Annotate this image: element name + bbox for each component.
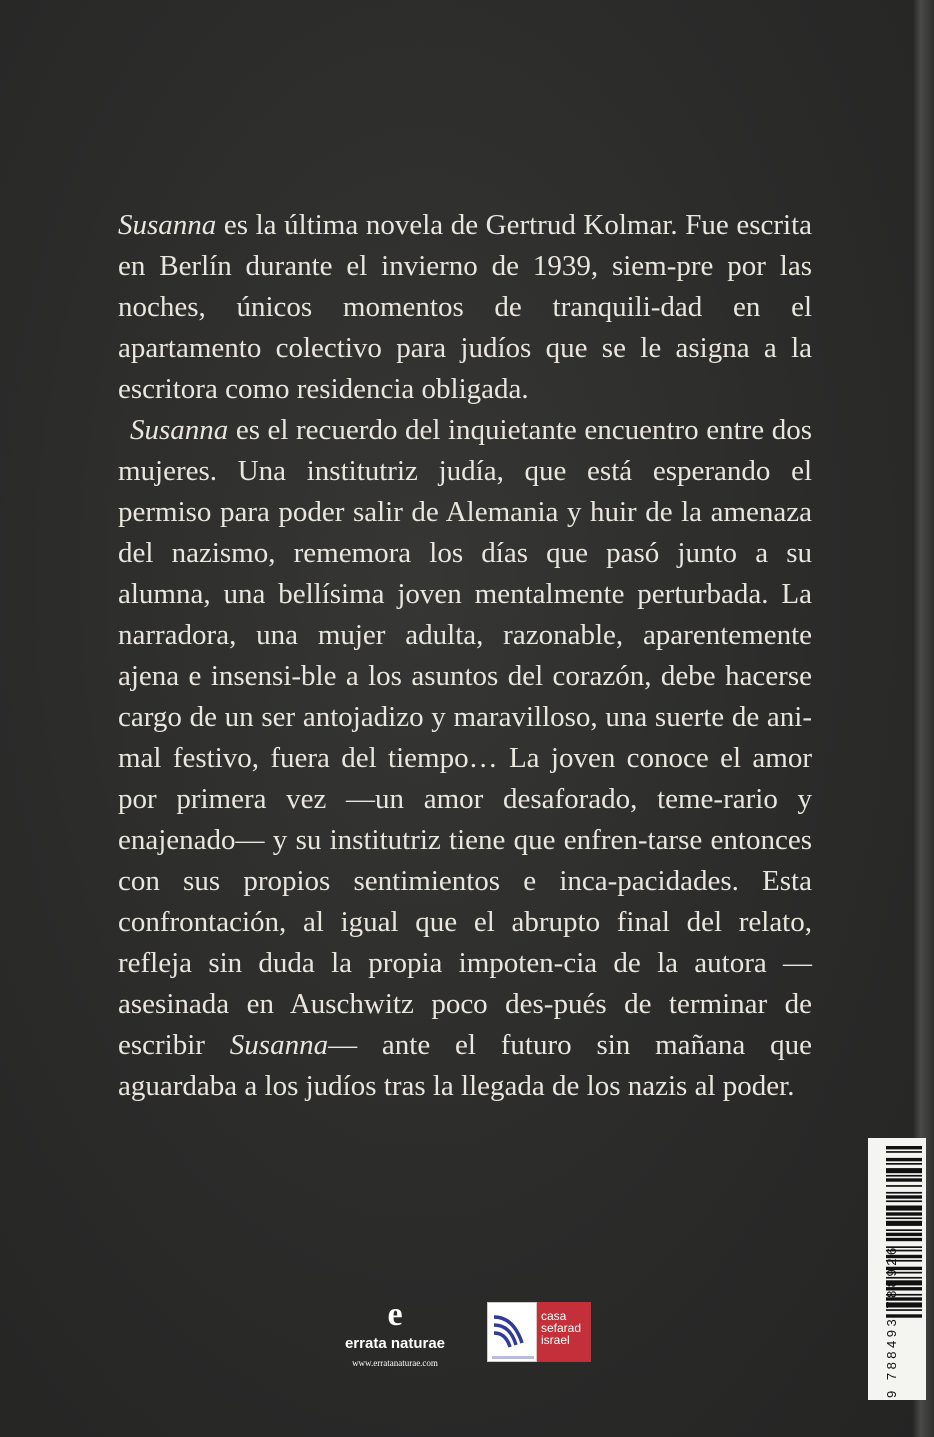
barcode-digits: 9 788493 788926 [884,1244,899,1398]
sefarad-line-1: casa [541,1309,567,1323]
sefarad-wordmark [537,1302,591,1362]
book-title-italic: Susanna [118,209,217,241]
blurb-paragraph-2 [118,410,812,1107]
blurb-paragraph-1 [118,205,812,410]
sefarad-line-2: sefarad [541,1321,582,1335]
publisher-mark: e [387,1296,403,1333]
book-title-italic: Susanna [229,1029,329,1061]
sefarad-line-3: israel [541,1333,570,1347]
casa-sefarad-logo [487,1302,591,1362]
blurb-text [118,205,812,1107]
publisher-name: errata naturae [344,1335,446,1352]
blurb-paragraph-1-text: es la última novela de Gertrud Kolmar. Fue escrita en Berlín durante el invierno de 1939, siem-pre por las noches, únicos momentos de tranquili-dad en el apartamento colectivo para judíos que se le asigna a la escritora como residencia obligada. [118,209,812,405]
isbn-barcode [868,1138,926,1400]
book-title-italic: Susanna [130,414,229,446]
blurb-paragraph-2-text-b: — ante el futuro sin mañana que aguardaba a los judíos tras la llegada de los nazis al poder. [118,1029,812,1102]
publisher-url: www.erratanaturae.com [352,1358,438,1368]
blurb-paragraph-2-text-a: es el recuerdo del inquietante encuentro entre dos mujeres. Una institutriz judía, que está esperando el permiso para poder salir de Alemania y huir de la amenaza del nazismo, rememora los días que pasó junto a su alumna, una bellísima joven mentalmente perturbada. La narradora, una mujer adulta, razonable, aparentemente ajena e insensi-ble a los asuntos del corazón, debe hacerse cargo de un ser antojadizo y maravilloso, una suerte de ani-mal festivo, fuera del tiempo… La joven conoce el amor por primera vez —un amor desaforado, teme-rario y enajenado— y su institutriz tiene que enfren-tarse entonces con sus propios sentimientos e inca-pacidades. Esta confrontación, al igual que el abrupto final del relato, refleja sin duda la propia impoten-cia de la autora —asesinada en Auschwitz poco des-pués de terminar de escribir [118,414,812,1061]
publisher-logo [330,1298,460,1372]
sefarad-wave-icon [487,1302,537,1362]
